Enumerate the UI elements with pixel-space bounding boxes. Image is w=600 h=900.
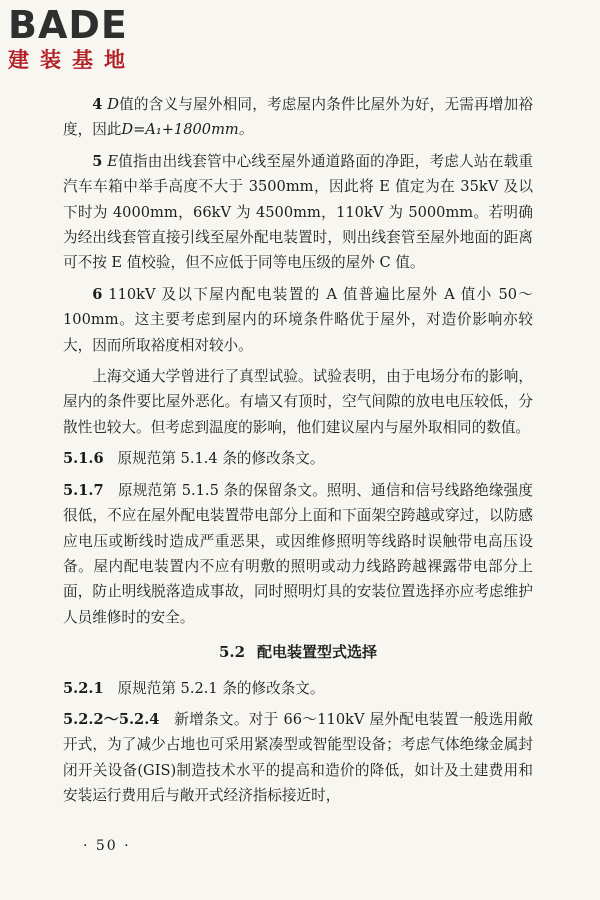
paragraph-4: [63, 92, 533, 143]
item-number: 4: [92, 96, 103, 113]
clause-5-2-2-to-4: [63, 707, 533, 809]
logo-subtitle: 建装基地: [8, 48, 136, 72]
clause-5-1-6: [63, 446, 533, 471]
clause-number: 5.2.1: [63, 679, 104, 697]
item-number: 6: [92, 285, 103, 303]
paragraph-text: 值指由出线套管中心线至屋外通道路面的净距，考虑人站在载重汽车车箱中举手高度不大于 3500mm，因此将 E 值定为在 35kV 及以下时为 4000mm，66kV 为 4500mm，110kV 为 5000mm。若明确为经出线套管直接引线至屋外配电装置时，则出线套管至屋外地面的距离可不按 E 值校验，但不应低于同等电压级的屋外 C 值。: [63, 152, 533, 272]
page-number: · 50 ·: [83, 838, 131, 854]
section-title: 配电装置型式选择: [257, 643, 378, 662]
paragraph-5: [63, 149, 533, 276]
section-heading: [63, 640, 533, 665]
formula: D=A₁+1800mm。: [121, 121, 254, 139]
paragraph-shanghai: [63, 364, 533, 440]
clause-number: 5.1.6: [63, 450, 104, 468]
clause-5-2-1: [63, 676, 533, 701]
logo: [8, 4, 178, 74]
paragraph-6: [63, 282, 533, 358]
variable-e: E: [107, 152, 118, 170]
paragraph-text: 值的含义与屋外相同，考虑屋内条件比屋外为好，无需再增加裕度，因此: [63, 96, 533, 139]
logo-title: BADE: [8, 3, 128, 47]
item-number: 5: [92, 152, 103, 170]
variable-d: D: [107, 96, 119, 113]
clause-text: 原规范第 5.1.4 条的修改条文。: [117, 450, 325, 468]
clause-text: 原规范第 5.1.5 条的保留条文。照明、通信和信号线路绝缘强度很低，不应在屋外配电装置带电部分上面和下面架空跨越或穿过，以防感应电压或断线时造成严重恶果，或因维修照明等线路时误触带电高压设备。屋内配电装置内不应有明敷的照明或动力线路跨越裸露带电部分上面，防止明线脱落造成事故，同时照明灯具的安装位置选择亦应考虑维护人员维修时的安全。: [63, 481, 533, 626]
section-number: 5.2: [218, 643, 246, 662]
clause-text: 原规范第 5.2.1 条的修改条文。: [117, 679, 325, 697]
document-body: [63, 92, 533, 815]
clause-5-1-7: [63, 478, 533, 630]
clause-text: 新增条文。对于 66～110kV 屋外配电装置一般选用敞开式，为了减少占地也可采用紧凑型或智能型设备；考虑气体绝缘金属封闭开关设备(GIS)制造技术水平的提高和造价的降低，如计及土建费用和安装运行费用后与敞开式经济指标接近时，: [63, 710, 533, 805]
clause-number: 5.1.7: [63, 481, 104, 499]
paragraph-text: 110kV 及以下屋内配电装置的 A 值普遍比屋外 A 值小 50～100mm。这主要考虑到屋内的环境条件略优于屋外，对造价影响亦较大，因而所取裕度相对较小。: [63, 285, 533, 354]
clause-number: 5.2.2～5.2.4: [63, 710, 160, 728]
paragraph-text: 上海交通大学曾进行了真型试验。试验表明，由于电场分布的影响，屋内的条件要比屋外恶化。有墙又有顶时，空气间隙的放电电压较低，分散性也较大。但考虑到温度的影响，他们建议屋内与屋外取相同的数值。: [63, 368, 533, 436]
